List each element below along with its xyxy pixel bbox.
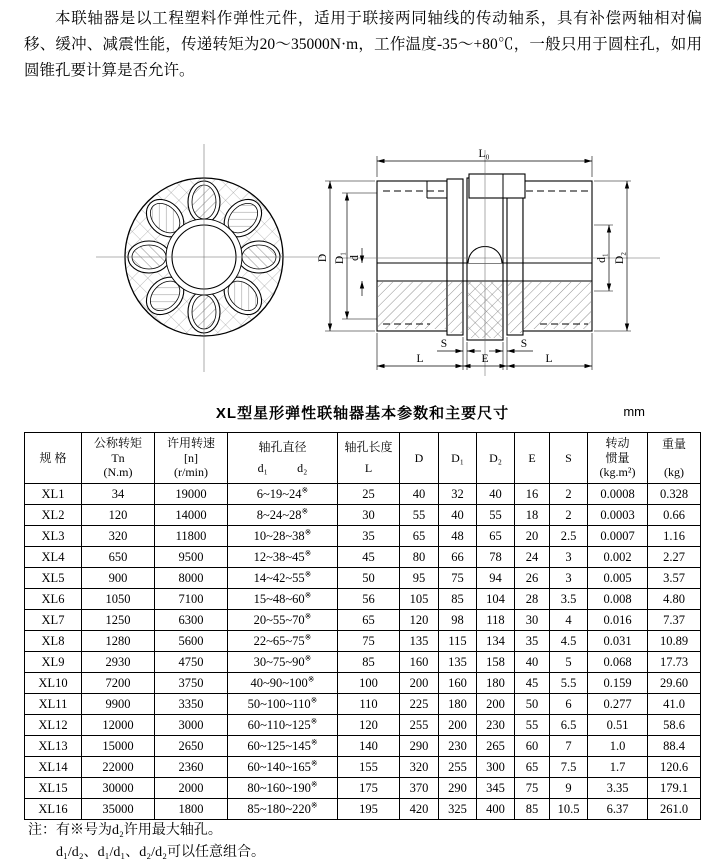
dim-label-S-right: S (520, 338, 528, 350)
cell-weight: 179.1 (648, 778, 701, 799)
cell-bore: 22~65~75※ (228, 631, 338, 652)
cell-spec: XL5 (25, 568, 82, 589)
cell-speed: 5600 (155, 631, 228, 652)
cell-speed: 3000 (155, 715, 228, 736)
cell-D: 105 (400, 589, 439, 610)
note-line-1: 注：有※号为d₂许用最大轴孔。 (28, 823, 222, 838)
cell-inertia: 0.0003 (588, 505, 648, 526)
cell-E: 26 (515, 568, 550, 589)
header-D: D (400, 433, 439, 484)
cell-weight: 88.4 (648, 736, 701, 757)
cell-D2: 345 (477, 778, 515, 799)
cell-S: 6 (550, 694, 588, 715)
cell-L: 100 (338, 673, 400, 694)
bore-max-mark: ※ (304, 590, 312, 600)
table-row (25, 736, 701, 757)
cell-bore: 15~48~60※ (228, 589, 338, 610)
cell-torque: 15000 (82, 736, 155, 757)
cell-D2: 200 (477, 694, 515, 715)
cell-D: 255 (400, 715, 439, 736)
table-row (25, 526, 701, 547)
cell-D2: 265 (477, 736, 515, 757)
cell-D2: 180 (477, 673, 515, 694)
cell-torque: 120 (82, 505, 155, 526)
spec-table-body (25, 484, 701, 820)
header-E: E (515, 433, 550, 484)
table-row (25, 484, 701, 505)
dim-label-d1: d₁ (596, 253, 608, 263)
cell-torque: 650 (82, 547, 155, 568)
cell-D2: 158 (477, 652, 515, 673)
jaw-lug (469, 174, 525, 198)
cell-speed: 8000 (155, 568, 228, 589)
cell-D: 55 (400, 505, 439, 526)
cell-S: 9 (550, 778, 588, 799)
cell-speed: 1800 (155, 799, 228, 820)
cell-inertia: 0.277 (588, 694, 648, 715)
bore-max-mark: ※ (304, 611, 312, 621)
cell-D1: 40 (439, 505, 477, 526)
cell-torque: 900 (82, 568, 155, 589)
table-row (25, 757, 701, 778)
cell-D2: 94 (477, 568, 515, 589)
cell-weight: 2.27 (648, 547, 701, 568)
cell-L: 85 (338, 652, 400, 673)
cell-L: 35 (338, 526, 400, 547)
dim-label-d: d (349, 255, 361, 261)
cell-E: 65 (515, 757, 550, 778)
cell-E: 20 (515, 526, 550, 547)
table-row (25, 610, 701, 631)
cell-torque: 1280 (82, 631, 155, 652)
cell-D1: 48 (439, 526, 477, 547)
cell-weight: 261.0 (648, 799, 701, 820)
cell-L: 56 (338, 589, 400, 610)
cell-D1: 290 (439, 778, 477, 799)
cell-torque: 9900 (82, 694, 155, 715)
table-row (25, 505, 701, 526)
cell-speed: 3750 (155, 673, 228, 694)
cell-speed: 7100 (155, 589, 228, 610)
cell-torque: 1250 (82, 610, 155, 631)
cell-S: 4.5 (550, 631, 588, 652)
section-view (317, 148, 660, 376)
dim-label-L0: L₀ (478, 148, 490, 160)
cell-L: 50 (338, 568, 400, 589)
cell-L: 140 (338, 736, 400, 757)
header-bore-dia: 轴孔直径 d₁ d₂ (228, 433, 338, 484)
cell-D2: 55 (477, 505, 515, 526)
cell-torque: 320 (82, 526, 155, 547)
coupling-drawing-svg (0, 130, 725, 396)
cell-D1: 160 (439, 673, 477, 694)
header-D2: D₂ (477, 433, 515, 484)
note-line-2: d₁/d₂、d₁/d₁、d₂/d₂可以任意组合。 (56, 845, 265, 860)
dim-label-L-left: L (416, 353, 424, 365)
cell-E: 18 (515, 505, 550, 526)
bore-max-mark: ※ (307, 674, 315, 684)
cell-D: 420 (400, 799, 439, 820)
header-weight: 重量 (kg) (648, 433, 701, 484)
cell-bore: 6~19~24※ (228, 484, 338, 505)
bore-max-mark: ※ (310, 758, 318, 768)
cell-torque: 30000 (82, 778, 155, 799)
cell-bore: 12~38~45※ (228, 547, 338, 568)
cell-weight: 0.328 (648, 484, 701, 505)
table-row (25, 589, 701, 610)
cell-weight: 29.60 (648, 673, 701, 694)
cell-bore: 14~42~55※ (228, 568, 338, 589)
cell-spec: XL6 (25, 589, 82, 610)
cell-D2: 65 (477, 526, 515, 547)
cell-weight: 3.57 (648, 568, 701, 589)
cell-bore: 60~110~125※ (228, 715, 338, 736)
cell-torque: 22000 (82, 757, 155, 778)
cell-E: 60 (515, 736, 550, 757)
cell-D1: 180 (439, 694, 477, 715)
cell-bore: 60~140~165※ (228, 757, 338, 778)
cell-S: 5.5 (550, 673, 588, 694)
cell-inertia: 0.031 (588, 631, 648, 652)
table-row (25, 799, 701, 820)
cell-spec: XL14 (25, 757, 82, 778)
cell-L: 65 (338, 610, 400, 631)
header-spec: 规 格 (25, 433, 82, 484)
cell-spec: XL10 (25, 673, 82, 694)
cell-D1: 325 (439, 799, 477, 820)
cell-spec: XL2 (25, 505, 82, 526)
cell-bore: 50~100~110※ (228, 694, 338, 715)
cell-speed: 2650 (155, 736, 228, 757)
cell-D2: 118 (477, 610, 515, 631)
cell-speed: 14000 (155, 505, 228, 526)
header-torque: 公称转矩 Tn (N.m) (82, 433, 155, 484)
cell-E: 16 (515, 484, 550, 505)
bore-max-mark: ※ (310, 800, 318, 810)
cell-inertia: 6.37 (588, 799, 648, 820)
cell-E: 50 (515, 694, 550, 715)
cell-E: 30 (515, 610, 550, 631)
cell-inertia: 0.008 (588, 589, 648, 610)
cell-E: 45 (515, 673, 550, 694)
cell-D: 80 (400, 547, 439, 568)
bore-max-mark: ※ (310, 695, 318, 705)
cell-spec: XL8 (25, 631, 82, 652)
bore-max-mark: ※ (301, 485, 309, 495)
header-S: S (550, 433, 588, 484)
cell-D: 370 (400, 778, 439, 799)
dim-label-D1: D₁ (334, 251, 346, 265)
cell-D2: 400 (477, 799, 515, 820)
cell-D1: 85 (439, 589, 477, 610)
cell-D: 290 (400, 736, 439, 757)
cell-weight: 0.66 (648, 505, 701, 526)
cell-bore: 85~180~220※ (228, 799, 338, 820)
cell-E: 85 (515, 799, 550, 820)
intro-paragraph: 本联轴器是以工程塑料作弹性元件，适用于联接两同轴线的传动轴系，具有补偿两轴相对偏移、缓冲、减震性能，传递转矩为20～35000N·m，工作温度-35～+80℃，一般只用于圆柱孔，如用圆锥孔要计算是否允许。 (24, 10, 702, 79)
dim-label-S-left: S (440, 338, 448, 350)
cell-inertia: 0.51 (588, 715, 648, 736)
cell-weight: 1.16 (648, 526, 701, 547)
front-view (96, 144, 322, 372)
cell-L: 120 (338, 715, 400, 736)
cell-bore: 60~125~145※ (228, 736, 338, 757)
cell-torque: 35000 (82, 799, 155, 820)
cell-inertia: 0.0007 (588, 526, 648, 547)
table-row (25, 652, 701, 673)
spec-table (24, 432, 701, 820)
cell-L: 30 (338, 505, 400, 526)
cell-inertia: 0.016 (588, 610, 648, 631)
cell-spec: XL13 (25, 736, 82, 757)
cell-S: 2 (550, 505, 588, 526)
table-title: XL型星形弹性联轴器基本参数和主要尺寸 (215, 405, 510, 422)
cell-D2: 40 (477, 484, 515, 505)
cell-bore: 30~75~90※ (228, 652, 338, 673)
cell-D1: 200 (439, 715, 477, 736)
bore-max-mark: ※ (301, 506, 309, 516)
cell-weight: 7.37 (648, 610, 701, 631)
cell-torque: 1050 (82, 589, 155, 610)
cell-L: 175 (338, 778, 400, 799)
cell-D2: 134 (477, 631, 515, 652)
notes (28, 820, 265, 864)
cell-E: 75 (515, 778, 550, 799)
cell-D1: 255 (439, 757, 477, 778)
cell-torque: 2930 (82, 652, 155, 673)
cell-bore: 40~90~100※ (228, 673, 338, 694)
bore-max-mark: ※ (304, 527, 312, 537)
cell-S: 3.5 (550, 589, 588, 610)
dim-label-D: D (317, 253, 329, 263)
bore-max-mark: ※ (304, 569, 312, 579)
cell-speed: 9500 (155, 547, 228, 568)
cell-E: 40 (515, 652, 550, 673)
table-row (25, 694, 701, 715)
cell-L: 25 (338, 484, 400, 505)
cell-D2: 300 (477, 757, 515, 778)
cell-D1: 75 (439, 568, 477, 589)
cell-D1: 135 (439, 652, 477, 673)
cell-spec: XL1 (25, 484, 82, 505)
cell-D1: 98 (439, 610, 477, 631)
cell-S: 4 (550, 610, 588, 631)
cell-D: 120 (400, 610, 439, 631)
cell-speed: 19000 (155, 484, 228, 505)
cell-D1: 230 (439, 736, 477, 757)
cell-inertia: 0.0008 (588, 484, 648, 505)
bore-max-mark: ※ (304, 653, 312, 663)
cell-E: 28 (515, 589, 550, 610)
cell-D1: 115 (439, 631, 477, 652)
header-row (25, 433, 701, 484)
cell-weight: 41.0 (648, 694, 701, 715)
cell-L: 45 (338, 547, 400, 568)
cell-L: 155 (338, 757, 400, 778)
cell-S: 10.5 (550, 799, 588, 820)
cell-S: 2.5 (550, 526, 588, 547)
header-D1: D₁ (439, 433, 477, 484)
bore-max-mark: ※ (310, 716, 318, 726)
cell-spec: XL3 (25, 526, 82, 547)
cell-inertia: 0.068 (588, 652, 648, 673)
cell-weight: 10.89 (648, 631, 701, 652)
cell-speed: 4750 (155, 652, 228, 673)
cell-E: 55 (515, 715, 550, 736)
cell-S: 3 (550, 547, 588, 568)
cell-S: 3 (550, 568, 588, 589)
cell-spec: XL16 (25, 799, 82, 820)
cell-spec: XL15 (25, 778, 82, 799)
cell-S: 2 (550, 484, 588, 505)
header-speed: 许用转速 [n] (r/min) (155, 433, 228, 484)
cell-D: 65 (400, 526, 439, 547)
table-row (25, 778, 701, 799)
cell-D: 225 (400, 694, 439, 715)
header-bore-d2: d₂ (297, 461, 308, 475)
cell-weight: 17.73 (648, 652, 701, 673)
cell-bore: 10~28~38※ (228, 526, 338, 547)
dim-label-E: E (481, 353, 489, 365)
cell-D1: 32 (439, 484, 477, 505)
cell-inertia: 1.7 (588, 757, 648, 778)
cell-D: 200 (400, 673, 439, 694)
cell-speed: 2000 (155, 778, 228, 799)
cell-speed: 11800 (155, 526, 228, 547)
cell-S: 7 (550, 736, 588, 757)
cell-L: 75 (338, 631, 400, 652)
header-bore-len: 轴孔长度 L (338, 433, 400, 484)
cell-spec: XL9 (25, 652, 82, 673)
cell-torque: 34 (82, 484, 155, 505)
cell-D: 135 (400, 631, 439, 652)
cell-speed: 2360 (155, 757, 228, 778)
cell-spec: XL4 (25, 547, 82, 568)
cell-D2: 230 (477, 715, 515, 736)
cell-speed: 6300 (155, 610, 228, 631)
cell-S: 5 (550, 652, 588, 673)
bore-max-mark: ※ (310, 779, 318, 789)
cell-E: 35 (515, 631, 550, 652)
bore-max-mark: ※ (310, 737, 318, 747)
table-row (25, 568, 701, 589)
table-unit: mm (623, 404, 645, 419)
cell-weight: 4.80 (648, 589, 701, 610)
table-row (25, 631, 701, 652)
cell-spec: XL11 (25, 694, 82, 715)
cell-bore: 8~24~28※ (228, 505, 338, 526)
cell-inertia: 3.35 (588, 778, 648, 799)
cell-D2: 104 (477, 589, 515, 610)
cell-S: 6.5 (550, 715, 588, 736)
cell-torque: 12000 (82, 715, 155, 736)
bore-max-mark: ※ (304, 632, 312, 642)
cell-D: 95 (400, 568, 439, 589)
technical-drawing (0, 130, 725, 396)
cell-bore: 20~55~70※ (228, 610, 338, 631)
cell-inertia: 1.0 (588, 736, 648, 757)
cell-bore: 80~160~190※ (228, 778, 338, 799)
dim-label-L-right: L (545, 353, 553, 365)
header-inertia: 转动 惯量 (kg.m²) (588, 433, 648, 484)
cell-L: 110 (338, 694, 400, 715)
cell-weight: 58.6 (648, 715, 701, 736)
cell-spec: XL12 (25, 715, 82, 736)
cell-weight: 120.6 (648, 757, 701, 778)
table-row (25, 673, 701, 694)
cell-speed: 3350 (155, 694, 228, 715)
cell-D: 320 (400, 757, 439, 778)
cell-L: 195 (338, 799, 400, 820)
cell-S: 7.5 (550, 757, 588, 778)
table-row (25, 547, 701, 568)
cell-torque: 7200 (82, 673, 155, 694)
bore-max-mark: ※ (304, 548, 312, 558)
table-row (25, 715, 701, 736)
cell-D: 40 (400, 484, 439, 505)
cell-D1: 66 (439, 547, 477, 568)
cell-spec: XL7 (25, 610, 82, 631)
header-bore-d1: d₁ (257, 461, 268, 475)
cell-D: 160 (400, 652, 439, 673)
table-title-row (0, 402, 725, 423)
cell-inertia: 0.159 (588, 673, 648, 694)
cell-inertia: 0.002 (588, 547, 648, 568)
cell-D2: 78 (477, 547, 515, 568)
cell-E: 24 (515, 547, 550, 568)
cell-inertia: 0.005 (588, 568, 648, 589)
dim-label-D2: D₂ (614, 251, 626, 265)
